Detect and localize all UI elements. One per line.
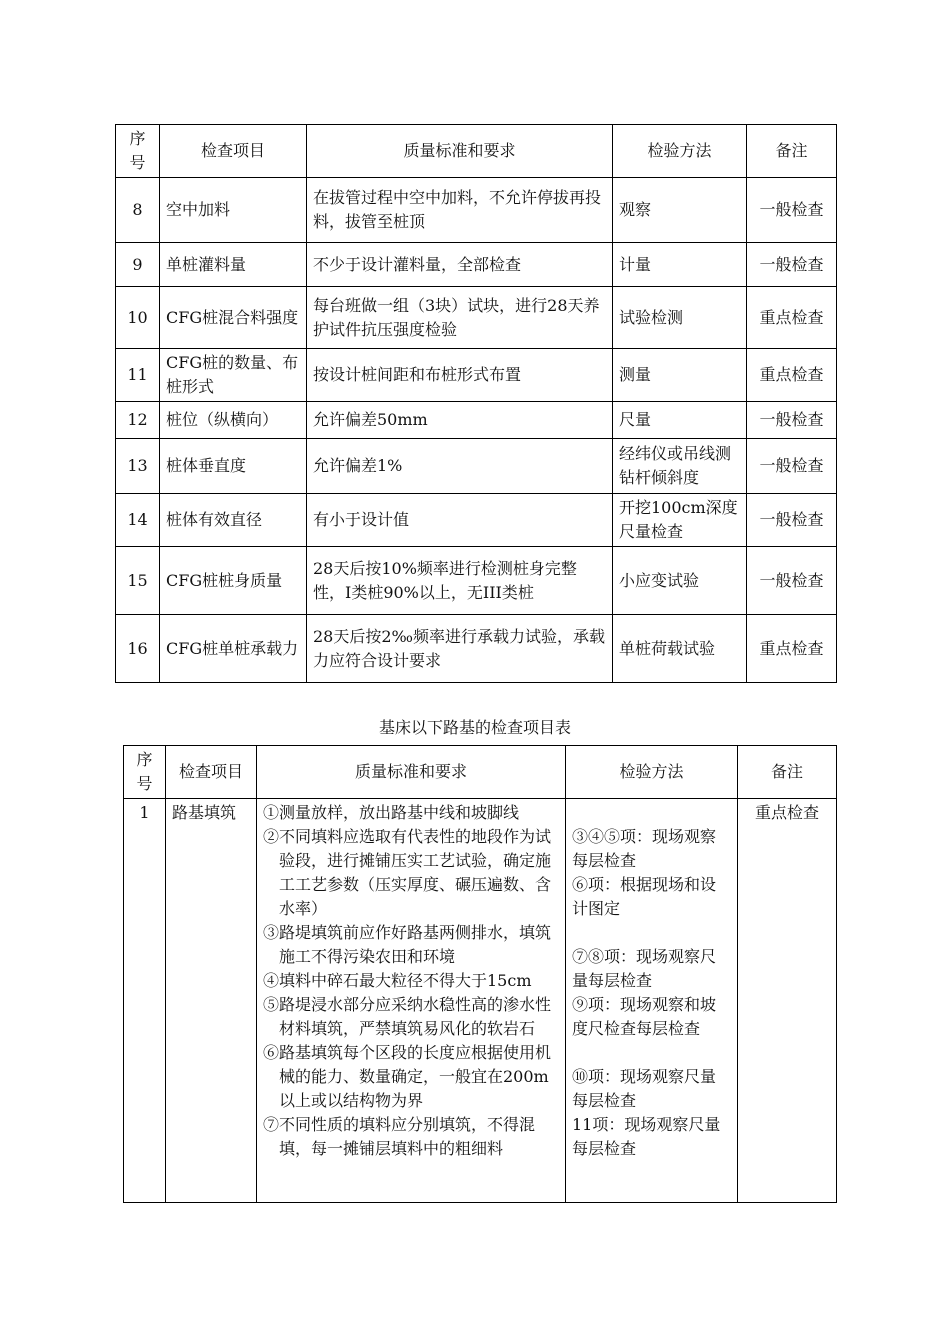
row-item: CFG桩桩身质量: [160, 547, 307, 615]
row-item: CFG桩单桩承载力: [160, 615, 307, 683]
row-no: 10: [116, 287, 160, 349]
header-standard: 质量标准和要求: [307, 125, 613, 178]
method-item: 11项：现场观察尺量每层检查: [572, 1115, 721, 1158]
standard-item: ③路堤填筑前应作好路基两侧排水，填筑施工不得污染农田和环境: [263, 923, 552, 966]
row-note: 一般检查: [747, 439, 837, 494]
row-standard: 有小于设计值: [307, 494, 613, 547]
table-header-row: [124, 746, 837, 799]
header-item: 检查项目: [166, 746, 257, 799]
row-note: 一般检查: [747, 178, 837, 243]
standard-item: ②不同填料应选取有代表性的地段作为试验段，进行摊铺压实工艺试验，确定施工工艺参数（压实厚度、碾压遍数、含水率）: [263, 827, 552, 918]
row-standard: 允许偏差1%: [307, 439, 613, 494]
header-note: 备注: [747, 125, 837, 178]
row-method: 经纬仪或吊线测钻杆倾斜度: [613, 439, 747, 494]
row-no: 1: [124, 799, 166, 1203]
table-header-row: [116, 125, 837, 178]
row-item: 桩位（纵横向）: [160, 402, 307, 439]
row-item: 路基填筑: [166, 799, 257, 1203]
method-item: ⑨项：现场观察和坡度尺检查每层检查: [572, 995, 717, 1038]
row-note: 重点检查: [738, 799, 837, 1203]
row-item: 桩体垂直度: [160, 439, 307, 494]
table-row: [116, 287, 837, 349]
row-no: 13: [116, 439, 160, 494]
row-standard: 每台班做一组（3块）试块，进行28天养护试件抗压强度检验: [307, 287, 613, 349]
row-method: 试验检测: [613, 287, 747, 349]
row-no: 8: [116, 178, 160, 243]
inspection-table-1: [115, 124, 837, 683]
row-standard: 不少于设计灌料量，全部检查: [307, 243, 613, 287]
row-note: 一般检查: [747, 547, 837, 615]
method-item: ⑩项：现场观察尺量每层检查: [572, 1067, 717, 1110]
row-note: 一般检查: [747, 402, 837, 439]
header-no: 序号: [124, 746, 166, 799]
header-note: 备注: [738, 746, 837, 799]
row-no: 14: [116, 494, 160, 547]
row-standard: 在拔管过程中空中加料，不允许停拔再投料，拔管至桩顶: [307, 178, 613, 243]
row-item: CFG桩混合料强度: [160, 287, 307, 349]
method-item: ⑥项：根据现场和设计图定: [572, 875, 717, 918]
row-item: CFG桩的数量、布桩形式: [160, 349, 307, 402]
row-methods: [566, 799, 738, 1203]
header-item: 检查项目: [160, 125, 307, 178]
header-no: 序号: [116, 125, 160, 178]
method-item: ③④⑤项：现场观察每层检查: [572, 827, 717, 870]
standard-item: ①测量放样，放出路基中线和坡脚线: [263, 803, 520, 822]
table-row: [116, 178, 837, 243]
row-standards: [257, 799, 566, 1203]
row-note: 重点检查: [747, 287, 837, 349]
row-note: 重点检查: [747, 349, 837, 402]
table-row: [124, 799, 837, 1203]
row-method: 计量: [613, 243, 747, 287]
row-method: 尺量: [613, 402, 747, 439]
row-note: 重点检查: [747, 615, 837, 683]
row-standard: 允许偏差50mm: [307, 402, 613, 439]
standard-item: ⑦不同性质的填料应分别填筑，不得混填，每一摊铺层填料中的粗细料: [263, 1115, 536, 1158]
row-no: 15: [116, 547, 160, 615]
row-no: 9: [116, 243, 160, 287]
standard-item: ④填料中碎石最大粒径不得大于15cm: [263, 971, 532, 990]
row-note: 一般检查: [747, 243, 837, 287]
row-method: 小应变试验: [613, 547, 747, 615]
row-note: 一般检查: [747, 494, 837, 547]
row-method: 观察: [613, 178, 747, 243]
method-item: ⑦⑧项：现场观察尺量每层检查: [572, 947, 717, 990]
row-item: 桩体有效直径: [160, 494, 307, 547]
row-standard: 按设计桩间距和布桩形式布置: [307, 349, 613, 402]
row-no: 11: [116, 349, 160, 402]
table-row: [116, 547, 837, 615]
table-row: [116, 402, 837, 439]
row-method: 测量: [613, 349, 747, 402]
row-standard: 28天后按10%频率进行检测桩身完整性，I类桩90%以上，无III类桩: [307, 547, 613, 615]
standard-item: ⑤路堤浸水部分应采纳水稳性高的渗水性材料填筑，严禁填筑易风化的软岩石: [263, 995, 552, 1038]
row-no: 16: [116, 615, 160, 683]
header-method: 检验方法: [566, 746, 738, 799]
row-item: 单桩灌料量: [160, 243, 307, 287]
table-row: [116, 243, 837, 287]
row-method: 单桩荷载试验: [613, 615, 747, 683]
standard-item: ⑥路基填筑每个区段的长度应根据使用机械的能力、数量确定，一般宜在200m以上或以结构物为界: [263, 1043, 552, 1110]
inspection-table-2: [123, 745, 837, 1203]
header-method: 检验方法: [613, 125, 747, 178]
table-row: [116, 349, 837, 402]
table-row: [116, 439, 837, 494]
row-standard: 28天后按2‰频率进行承载力试验，承载力应符合设计要求: [307, 615, 613, 683]
row-no: 12: [116, 402, 160, 439]
row-item: 空中加料: [160, 178, 307, 243]
table-2-title: 基床以下路基的检查项目表: [378, 718, 571, 737]
row-method: 开挖100cm深度尺量检查: [613, 494, 747, 547]
table-row: [116, 494, 837, 547]
table-row: [116, 615, 837, 683]
header-standard: 质量标准和要求: [257, 746, 566, 799]
